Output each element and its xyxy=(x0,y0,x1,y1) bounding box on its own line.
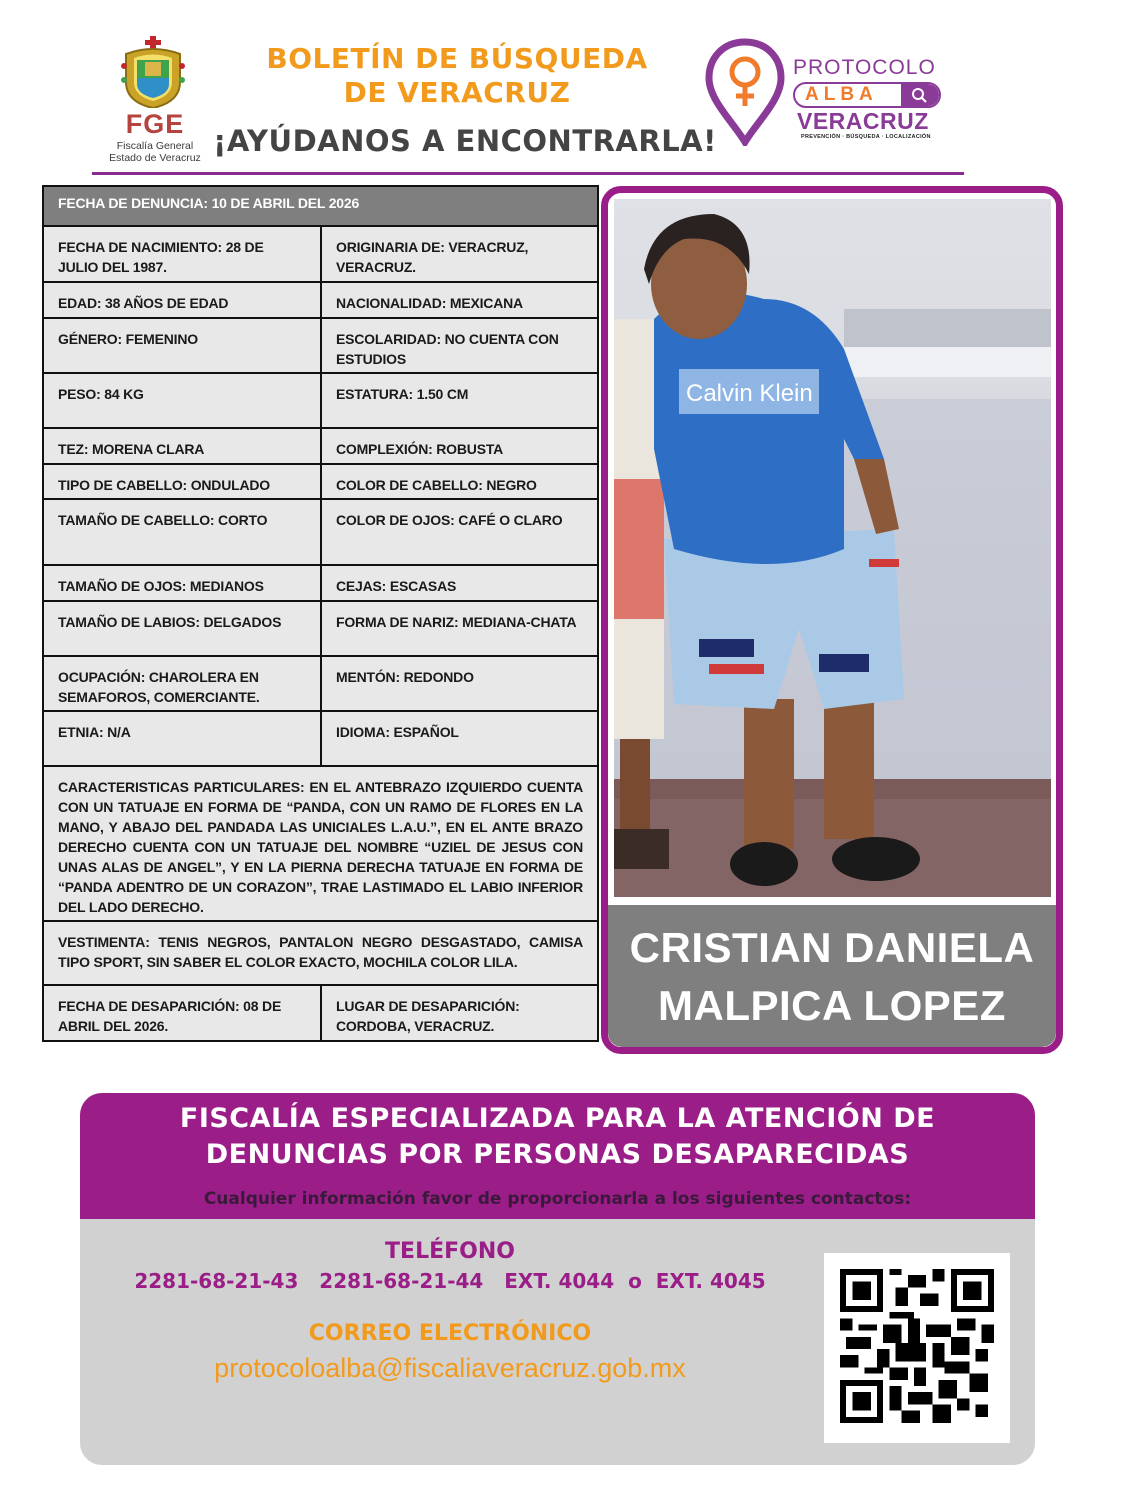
origin: ORIGINARIA DE: VERACRUZ, VERACRUZ. xyxy=(336,239,529,275)
occupation: OCUPACIÓN: CHAROLERA EN SEMAFOROS, COMERCIANTE. xyxy=(44,657,322,710)
clothing: VESTIMENTA: TENIS NEGROS, PANTALON NEGRO DESGASTADO, CAMISA TIPO SPORT, SIN SABER EL COLOR EXACTO, MOCHILA COLOR LILA. xyxy=(58,934,583,970)
hair-type: TIPO DE CABELLO: ONDULADO xyxy=(44,465,322,498)
bulletin-title xyxy=(232,42,682,110)
fge-subtitle xyxy=(100,140,210,164)
table-row xyxy=(44,564,597,600)
weight: PESO: 84 KG xyxy=(44,374,322,427)
alba-search-bar xyxy=(793,82,941,108)
fiscalia-title-line2: DENUNCIAS POR PERSONAS DESAPARECIDAS xyxy=(205,1139,910,1170)
clothing-row xyxy=(44,920,597,984)
person-name-last: MALPICA LOPEZ xyxy=(658,982,1006,1029)
birth-date: FECHA DE NACIMIENTO: 28 DE JULIO DEL 1987. xyxy=(44,227,322,281)
report-date: FECHA DE DENUNCIA: 10 DE ABRIL DEL 2026 xyxy=(58,195,360,211)
table-row xyxy=(44,225,597,281)
height: ESTATURA: 1.50 CM xyxy=(336,386,469,402)
email-label: CORREO ELECTRÓNICO xyxy=(308,1321,592,1346)
call-to-action: ¡AYÚDANOS A ENCONTRARLA! xyxy=(213,124,717,158)
hair-color: COLOR DE CABELLO: NEGRO xyxy=(336,477,537,493)
shirt-logo-text: Calvin Klein xyxy=(686,380,813,407)
table-row xyxy=(44,372,597,427)
veracruz-coat-of-arms-icon xyxy=(120,36,186,108)
fge-subtitle-line2: Estado de Veracruz xyxy=(109,152,201,164)
nose-shape: FORMA DE NARIZ: MEDIANA-CHATA xyxy=(336,614,577,630)
protocolo-alba-logo xyxy=(705,38,965,158)
phone-label: TELÉFONO xyxy=(385,1239,515,1264)
table-row xyxy=(44,281,597,317)
location-pin-female-icon xyxy=(705,38,785,146)
distinguishing-features: CARACTERISTICAS PARTICULARES: EN EL ANTEBRAZO IZQUIERDO CUENTA CON UN TATUAJE EN FORMA DE “PANDA, CON UN RAMO DE FLORES EN LA MANO, Y ABAJO DEL PANDADA LAS UNICIALES L.A.U.”, EN EL ANTE BRAZO DERECHO CUENTA CON UN TATUAJE DEL NOMBRE “UZIEL DE JESUS CON UNAS ALAS DE ANGEL”, Y EN LA PIERNA DERECHA TATUAJE EN FORMA DE “PANDA ADENTRO DE UN CORAZON”, TRAE LASTIMADO EL LABIO INFERIOR DEL LADO DERECHO. xyxy=(58,779,583,915)
alba-text: ALBA xyxy=(805,84,878,105)
alba-veracruz-text: VERACRUZ xyxy=(797,108,929,134)
ethnicity: ETNIA: N/A xyxy=(44,712,322,765)
report-date-row xyxy=(44,187,597,225)
lip-size: TAMAÑO DE LABIOS: DELGADOS xyxy=(44,602,322,655)
person-name-first: CRISTIAN DANIELA xyxy=(629,924,1035,971)
table-row xyxy=(44,710,597,765)
nationality: NACIONALIDAD: MEXICANA xyxy=(336,295,523,311)
missing-person-photo xyxy=(614,199,1051,897)
alba-tagline: PREVENCIÓN · BÚSQUEDA · LOCALIZACIÓN xyxy=(801,134,931,140)
fge-logo xyxy=(100,36,210,164)
qr-code[interactable] xyxy=(824,1253,1010,1443)
education: ESCOLARIDAD: NO CUENTA CON ESTUDIOS xyxy=(336,331,559,367)
fge-acronym: FGE xyxy=(125,109,185,139)
table-row xyxy=(44,600,597,655)
person-name-plate xyxy=(608,905,1056,1047)
disappearance-date: FECHA DE DESAPARICIÓN: 08 DE ABRIL DEL 2026. xyxy=(44,986,322,1040)
table-row xyxy=(44,655,597,710)
bulletin-title-line2: DE VERACRUZ xyxy=(343,76,571,109)
missing-person-card xyxy=(601,186,1063,1054)
disappearance-place: LUGAR DE DESAPARICIÓN: CORDOBA, VERACRUZ. xyxy=(336,998,520,1034)
email-link[interactable]: protocoloalba@fiscaliaveracruz.gob.mx xyxy=(214,1353,686,1383)
age: EDAD: 38 AÑOS DE EDAD xyxy=(44,283,322,317)
fiscalia-title-line1: FISCALÍA ESPECIALIZADA PARA LA ATENCIÓN DE xyxy=(179,1103,936,1134)
table-row xyxy=(44,463,597,498)
table-row xyxy=(44,427,597,463)
fge-subtitle-line1: Fiscalía General xyxy=(116,140,194,152)
eye-color: COLOR DE OJOS: CAFÉ O CLARO xyxy=(336,512,563,528)
language: IDIOMA: ESPAÑOL xyxy=(336,724,459,740)
table-row xyxy=(44,498,597,564)
distinguishing-features-row xyxy=(44,765,597,920)
hair-length: TAMAÑO DE CABELLO: CORTO xyxy=(44,500,322,564)
build: COMPLEXIÓN: ROBUSTA xyxy=(336,441,504,457)
qr-code-icon xyxy=(840,1269,994,1423)
contact-instructions: Cualquier información favor de proporcionarla a los siguientes contactos: xyxy=(203,1189,912,1209)
skin-tone: TEZ: MORENA CLARA xyxy=(44,429,322,463)
phone-numbers[interactable]: 2281-68-21-43 2281-68-21-44 EXT. 4044 o EXT. 4045 xyxy=(134,1269,766,1293)
alba-protocolo-text: PROTOCOLO xyxy=(793,56,936,79)
chin: MENTÓN: REDONDO xyxy=(336,669,474,685)
table-row xyxy=(44,317,597,372)
gender: GÉNERO: FEMENINO xyxy=(44,319,322,372)
eye-size: TAMAÑO DE OJOS: MEDIANOS xyxy=(44,566,322,600)
table-row xyxy=(44,984,597,1040)
bulletin-title-line1: BOLETÍN DE BÚSQUEDA xyxy=(266,42,648,75)
eyebrows: CEJAS: ESCASAS xyxy=(336,578,457,594)
fiscalia-banner xyxy=(80,1093,1035,1219)
header-divider xyxy=(92,172,964,175)
search-icon xyxy=(901,84,939,106)
person-photo-illustration xyxy=(614,199,1051,897)
person-info-table xyxy=(42,185,599,1042)
